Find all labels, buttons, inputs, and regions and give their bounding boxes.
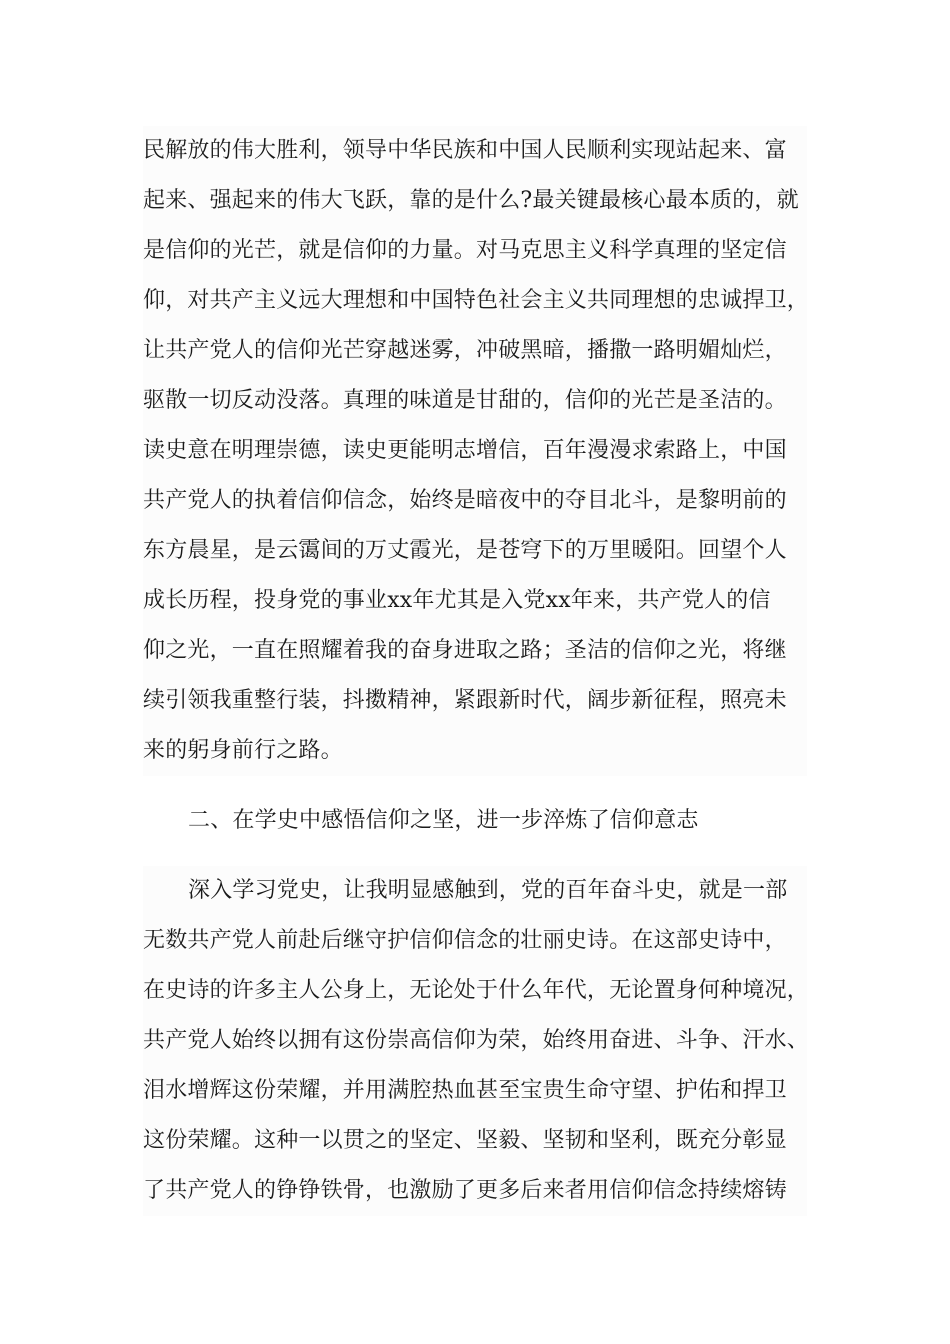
text-line: 成长历程，投身党的事业xx年尤其是入党xx年来，共产党人的信 [143,588,771,613]
text-line: 驱散一切反动没落。真理的味道是甘甜的，信仰的光芒是圣洁的。 [143,388,787,413]
text-line: 续引领我重整行装，抖擞精神，紧跟新时代，阔步新征程，照亮未 [143,688,787,713]
text-line-indented: 深入学习党史，让我明显感触到，党的百年奋斗史，就是一部 [188,878,788,903]
text-line: 这份荣耀。这种一以贯之的坚定、坚毅、坚韧和坚利，既充分彰显 [143,1128,787,1153]
text-line: 在史诗的许多主人公身上，无论处于什么年代，无论置身何种境况， [143,978,810,1003]
section-heading-block [143,796,807,846]
text-line: 让共产党人的信仰光芒穿越迷雾，冲破黑暗，播撒一路明媚灿烂， [143,338,787,363]
text-line: 共产党人始终以拥有这份崇高信仰为荣，始终用奋进、斗争、汗水、 [143,1028,810,1053]
text-line: 读史意在明理崇德，读史更能明志增信，百年漫漫求索路上，中国 [143,438,787,463]
paragraph-block-one [143,126,810,776]
text-line: 东方晨星，是云霭间的万丈霞光，是苍穹下的万里暖阳。回望个人 [143,538,787,563]
text-line: 来的躬身前行之路。 [143,738,343,763]
text-line: 民解放的伟大胜利，领导中华民族和中国人民顺利实现站起来、富 [143,138,787,163]
section-heading: 二、在学史中感悟信仰之坚，进一步淬炼了信仰意志 [188,808,699,833]
text-line: 是信仰的光芒，就是信仰的力量。对马克思主义科学真理的坚定信 [143,238,787,263]
text-line: 共产党人的执着信仰信念，始终是暗夜中的夺目北斗，是黎明前的 [143,488,787,513]
text-line: 起来、强起来的伟大飞跃，靠的是什么?最关键最核心最本质的，就 [143,188,799,213]
text-line: 了共产党人的铮铮铁骨，也激励了更多后来者用信仰信念持续熔铸 [143,1178,787,1203]
paragraph-block-two [143,866,810,1216]
text-line: 无数共产党人前赴后继守护信仰信念的壮丽史诗。在这部史诗中， [143,928,787,953]
text-line: 仰之光，一直在照耀着我的奋身进取之路；圣洁的信仰之光，将继 [143,638,787,663]
text-line: 泪水增辉这份荣耀，并用满腔热血甚至宝贵生命守望、护佑和捍卫 [143,1078,787,1103]
text-line: 仰，对共产主义远大理想和中国特色社会主义共同理想的忠诚捍卫， [143,288,810,313]
